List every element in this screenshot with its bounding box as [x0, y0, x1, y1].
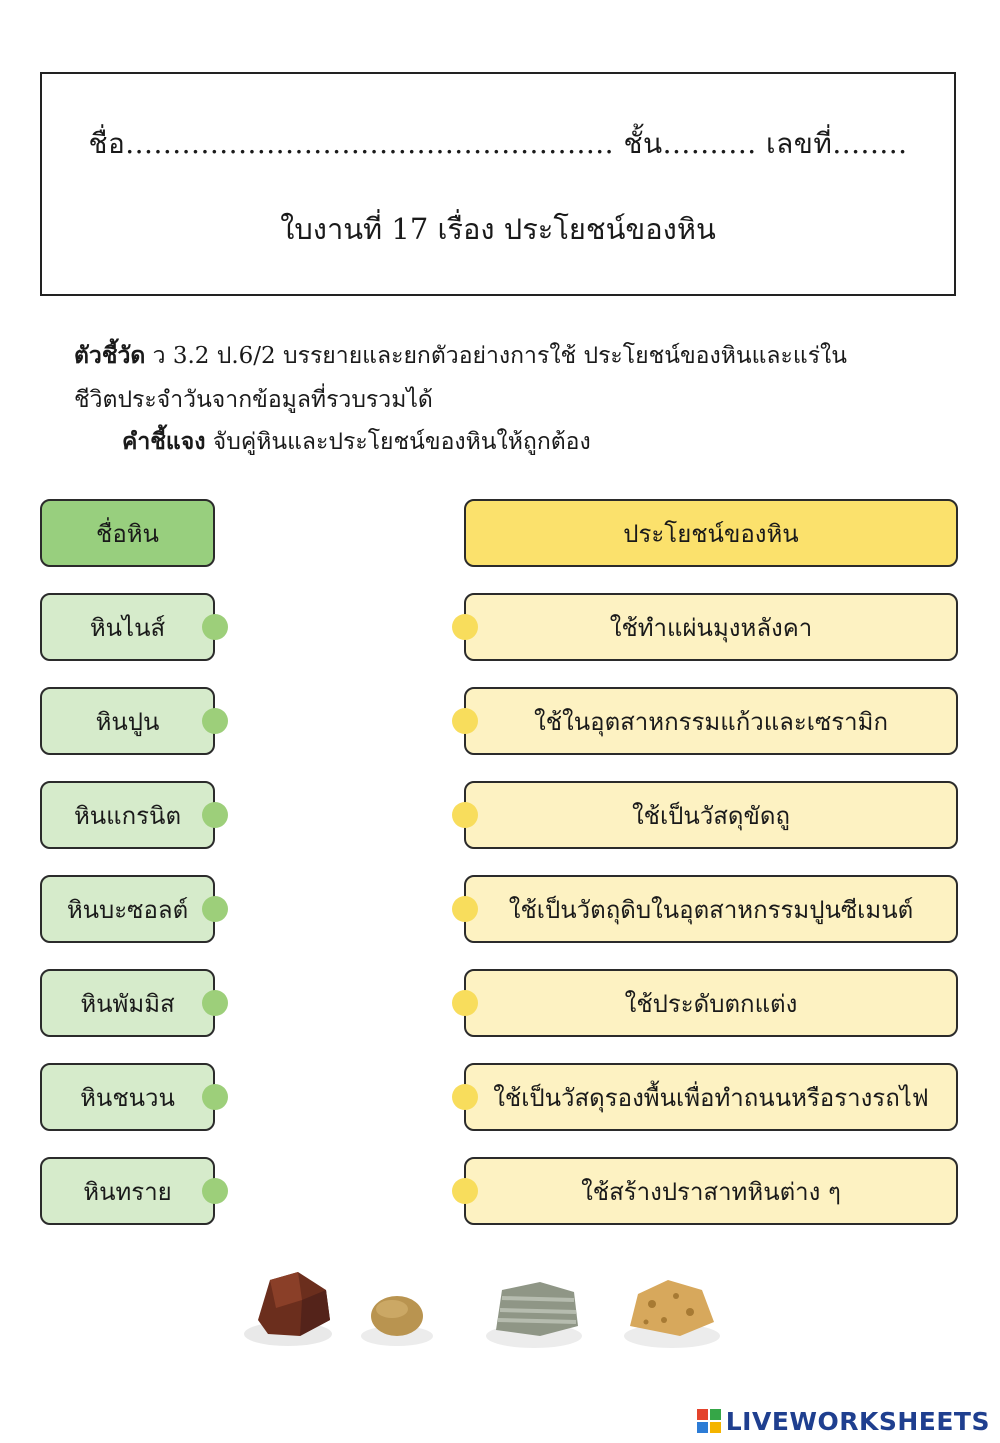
worksheet-title: ใบงานที่ 17 เรื่อง ประโยชน์ของหิน [280, 212, 716, 246]
indicator-label: ตัวชี้วัด [74, 342, 146, 369]
instruction-body: จับคู่หินและประโยชน์ของหินให้ถูกต้อง [205, 429, 591, 455]
rock-item: หินไนส์ [40, 593, 215, 661]
use-item: ใช้ในอุตสาหกรรมแก้วและเซรามิก [464, 687, 958, 755]
rock-item: หินพัมมิส [40, 969, 215, 1037]
liveworksheets-logo [696, 1404, 990, 1438]
rock-item: หินชนวน [40, 1063, 215, 1131]
rock-item: หินปูน [40, 687, 215, 755]
instruction-label: คำชี้แจง [122, 428, 206, 455]
student-info-line: ชื่อ.................................................... ชั้น.......... เลขที่........ [88, 127, 908, 160]
rock-match-dot[interactable] [202, 708, 228, 734]
rock-name-header: ชื่อหิน [40, 499, 215, 567]
gray-rock-icon [486, 1282, 582, 1348]
sponge-rock-icon [624, 1280, 720, 1348]
logo-text: LIVEWORKSHEETS [725, 1406, 990, 1436]
rock-match-dot[interactable] [202, 802, 228, 828]
rock-illustrations [240, 1264, 740, 1354]
rock-match-dot[interactable] [202, 1084, 228, 1110]
logo-mark-icon [696, 1408, 722, 1434]
use-match-dot[interactable] [452, 708, 478, 734]
use-item: ใช้เป็นวัตถุดิบในอุตสาหกรรมปูนซีเมนต์ [464, 875, 958, 943]
use-item: ใช้เป็นวัสดุรองพื้นเพื่อทำถนนหรือรางรถไฟ [464, 1063, 958, 1131]
rock-item: หินทราย [40, 1157, 215, 1225]
rock-match-dot[interactable] [202, 1178, 228, 1204]
rock-match-dot[interactable] [202, 896, 228, 922]
use-item: ใช้สร้างปราสาทหินต่าง ๆ [464, 1157, 958, 1225]
instruction-text [122, 420, 591, 464]
indicator-body: ว 3.2 ป.6/2 บรรยายและยกตัวอย่างการใช้ ประโยชน์ของหินและแร่ใน ชีวิตประจำวันจากข้อมูลที่รวบรวมได้ [74, 343, 847, 413]
use-match-dot[interactable] [452, 896, 478, 922]
brown-rock-icon [244, 1272, 332, 1346]
use-match-dot[interactable] [452, 1084, 478, 1110]
rock-use-header: ประโยชน์ของหิน [464, 499, 958, 567]
header-box [40, 72, 956, 296]
tan-rock-icon [361, 1296, 433, 1346]
use-match-dot[interactable] [452, 802, 478, 828]
rock-match-dot[interactable] [202, 614, 228, 640]
rock-item: หินแกรนิต [40, 781, 215, 849]
use-item: ใช้ประดับตกแต่ง [464, 969, 958, 1037]
use-match-dot[interactable] [452, 614, 478, 640]
use-item: ใช้ทำแผ่นมุงหลังคา [464, 593, 958, 661]
rock-item: หินบะซอลต์ [40, 875, 215, 943]
use-match-dot[interactable] [452, 990, 478, 1016]
use-item: ใช้เป็นวัสดุขัดถู [464, 781, 958, 849]
use-match-dot[interactable] [452, 1178, 478, 1204]
indicator-text [74, 334, 874, 422]
rock-match-dot[interactable] [202, 990, 228, 1016]
